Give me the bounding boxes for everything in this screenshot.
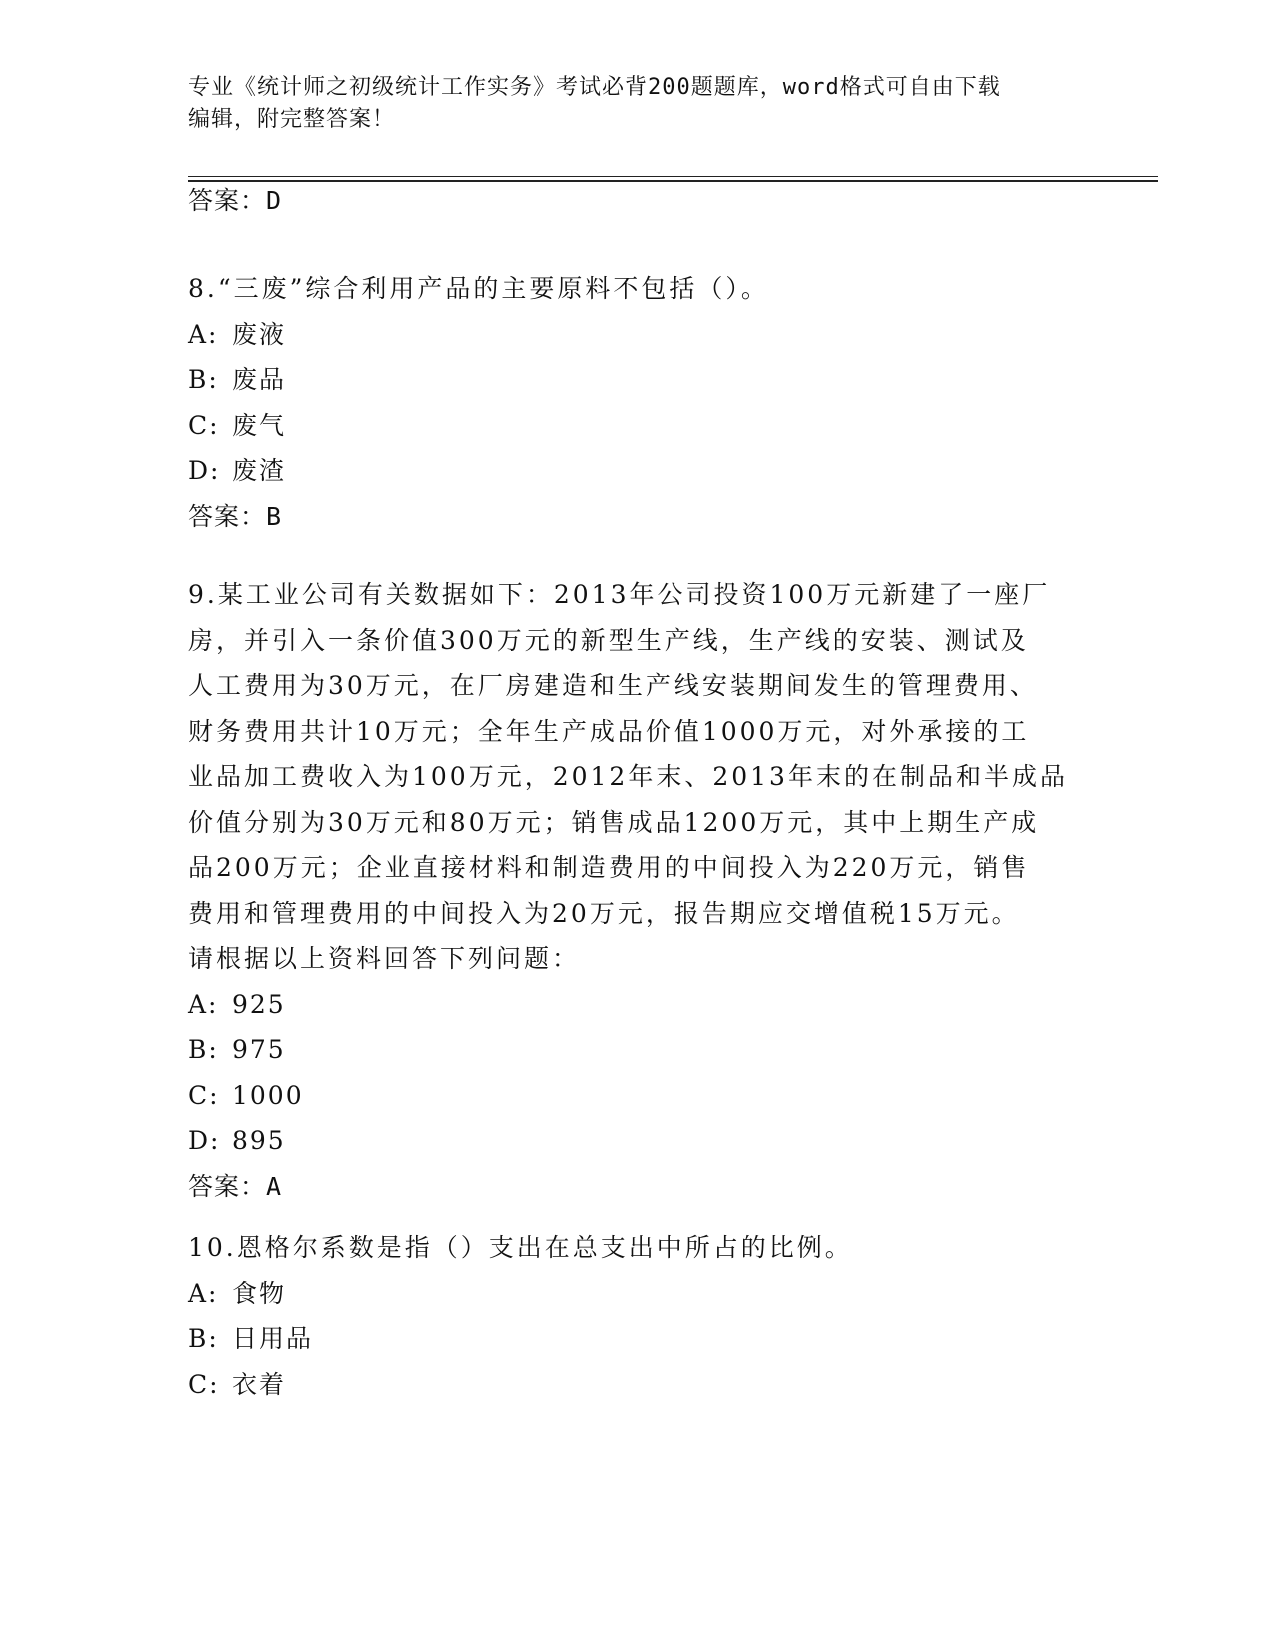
question-text-line: 财务费用共计10万元；全年生产成品价值1000万元，对外承接的工 <box>188 716 1030 746</box>
header-divider-thin <box>188 176 1158 177</box>
question-text: 10.恩格尔系数是指（）支出在总支出中所占的比例。 <box>188 1233 853 1262</box>
option-c: C: 衣着 <box>188 1369 287 1399</box>
answer-label: 答案：B <box>188 501 283 531</box>
question-text-line: 业品加工费收入为100万元，2012年末、2013年末的在制品和半成品 <box>188 762 1068 791</box>
question-text-line: 请根据以上资料回答下列问题： <box>188 944 581 973</box>
question-text-line: 人工费用为30万元，在厂房建造和生产线安装期间发生的管理费用、 <box>188 671 1038 700</box>
option-d: D: 废渣 <box>188 456 287 485</box>
question-text-line: 品200万元；企业直接材料和制造费用的中间投入为220万元，销售 <box>188 853 1030 882</box>
option-b: B: 975 <box>188 1035 286 1064</box>
option-c: C: 废气 <box>188 410 287 440</box>
option-b: B: 废品 <box>188 365 287 394</box>
document-page <box>188 0 1158 1650</box>
question-text-line: 9.某工业公司有关数据如下：2013年公司投资100万元新建了一座厂 <box>188 580 1051 609</box>
option-a: A: 925 <box>188 989 286 1019</box>
option-a: A: 废液 <box>188 319 287 349</box>
question-block-10 <box>188 1225 1088 1407</box>
answer-block-7 <box>188 178 1088 224</box>
option-c: C: 1000 <box>188 1080 304 1110</box>
header-line-1: 专业《统计师之初级统计工作实务》考试必背200题题库，word格式可自由下载 <box>188 75 1001 100</box>
question-text-line: 价值分别为30万元和80万元；销售成品1200万元，其中上期生产成 <box>188 807 1040 837</box>
question-text-line: 费用和管理费用的中间投入为20万元，报告期应交增值税15万元。 <box>188 898 1020 928</box>
document-header <box>188 72 1068 136</box>
answer-label: 答案：A <box>188 1171 283 1201</box>
option-d: D: 895 <box>188 1126 286 1155</box>
option-b: B: 日用品 <box>188 1324 314 1353</box>
question-text: 8.“三废”综合利用产品的主要原料不包括（）。 <box>188 274 769 303</box>
header-line-2: 编辑，附完整答案！ <box>188 107 396 132</box>
question-block-8 <box>188 266 1088 540</box>
answer-label: 答案：D <box>188 186 283 215</box>
question-block-9 <box>188 572 1088 1210</box>
option-a: A: 食物 <box>188 1278 287 1308</box>
question-text-line: 房，并引入一条价值300万元的新型生产线，生产线的安装、测试及 <box>188 625 1029 655</box>
